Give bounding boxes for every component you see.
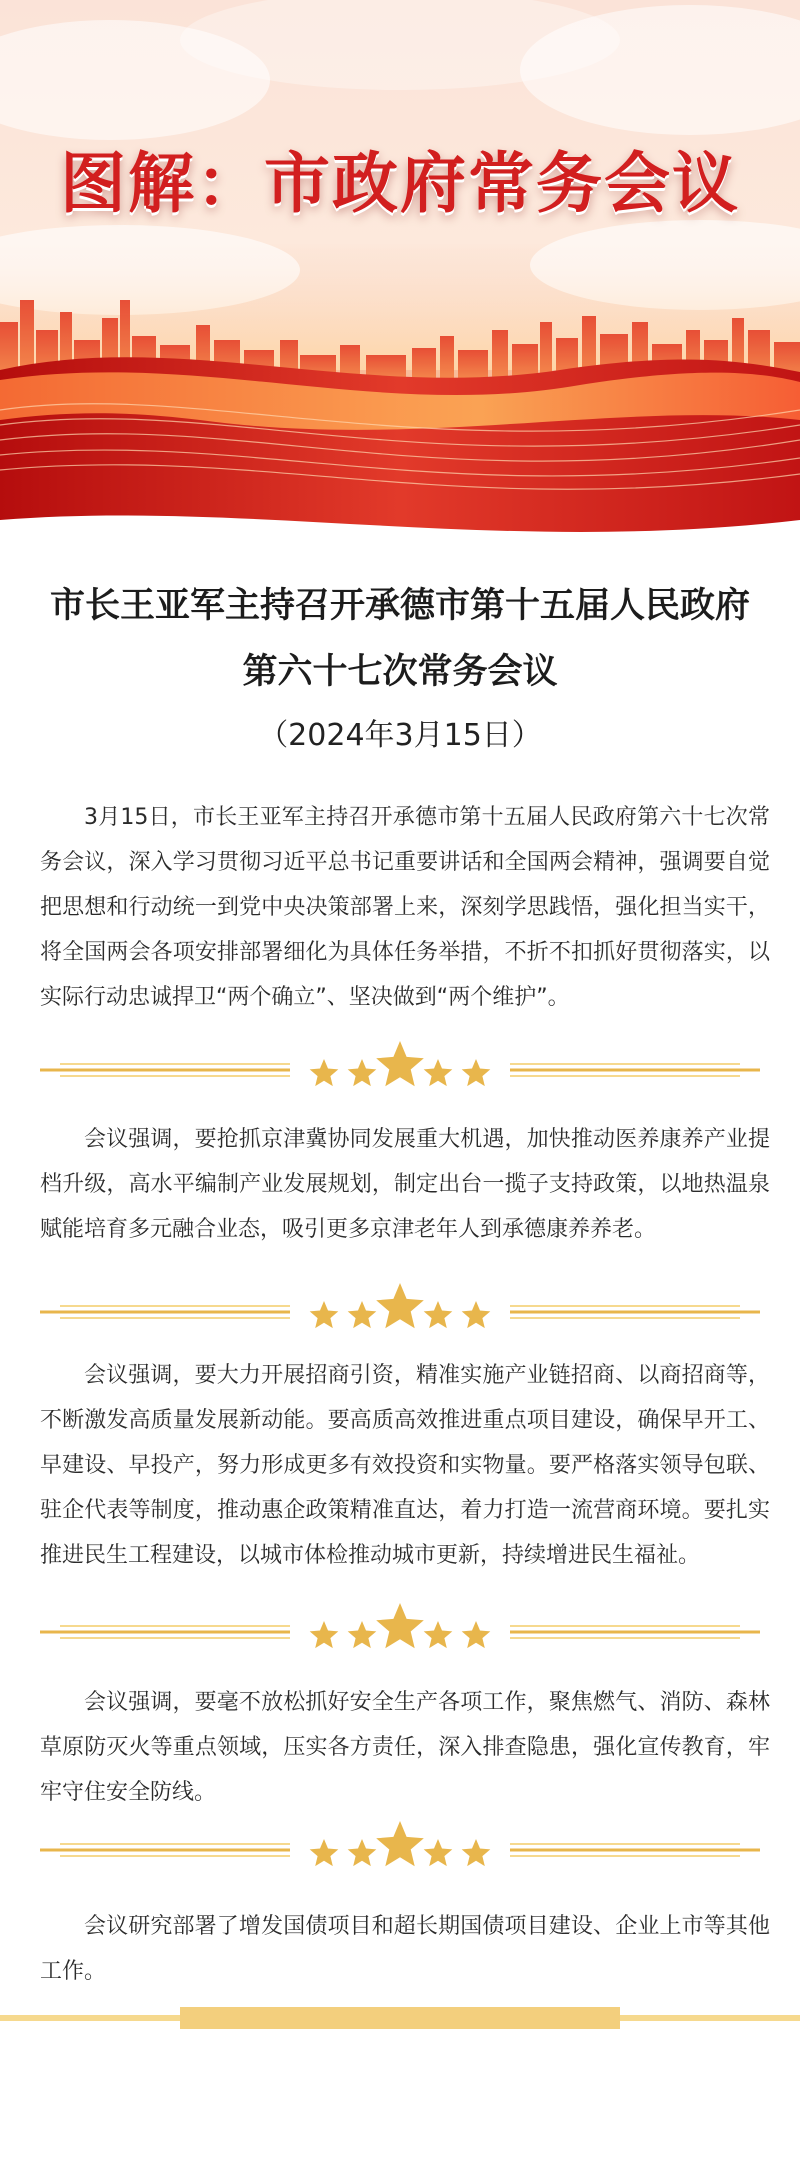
star-icon [348, 1839, 377, 1866]
star-icon [462, 1301, 491, 1328]
star-divider-4 [40, 1818, 760, 1878]
star-icon [462, 1059, 491, 1086]
paragraph-3: 会议强调，要大力开展招商引资，精准实施产业链招商、以商招商等，不断激发高质量发展新动能。要高质高效推进重点项目建设，确保早开工、早建设、早投产，努力形成更多有效投资和实物量。要严格落实领导包联、驻企代表等制度，推动惠企政策精准直达，着力打造一流营商环境。要扎实推进民生工程建设，以城市体检推动城市更新，持续增进民生福祉。 [40, 1363, 770, 1568]
star-icon [376, 1603, 424, 1648]
meeting-date: （2024年3月15日） [258, 718, 542, 753]
star-icon [310, 1301, 339, 1328]
headline-line-1: 市长王亚军主持召开承德市第十五届人民政府 [49, 586, 750, 626]
star-divider-3 [40, 1600, 760, 1660]
header-banner [0, 0, 800, 570]
star-divider-2 [40, 1280, 760, 1340]
star-icon [462, 1621, 491, 1648]
star-icon [348, 1059, 377, 1086]
star-icon [462, 1839, 491, 1866]
paragraph-4: 会议强调，要毫不放松抓好安全生产各项工作，聚焦燃气、消防、森林草原防灭火等重点领域，压实各方责任，深入排查隐患，强化宣传教育，牢牢守住安全防线。 [40, 1690, 770, 1805]
star-icon [376, 1821, 424, 1866]
star-icon [424, 1621, 453, 1648]
star-icon [348, 1301, 377, 1328]
star-icon [310, 1621, 339, 1648]
star-icon [424, 1839, 453, 1866]
footer-gold-bar [0, 2003, 800, 2033]
paragraph-2: 会议强调，要抢抓京津冀协同发展重大机遇，加快推动医养康养产业提档升级，高水平编制产业发展规划，制定出台一揽子支持政策，以地热温泉赋能培育多元融合业态，吸引更多京津老年人到承德康养养老。 [40, 1127, 770, 1242]
headline-line-2: 第六十七次常务会议 [242, 652, 558, 692]
banner-title: 图解：市政府常务会议 [60, 145, 740, 222]
star-icon [310, 1059, 339, 1086]
star-icon [348, 1621, 377, 1648]
star-icon [424, 1059, 453, 1086]
star-icon [376, 1283, 424, 1328]
star-icon [424, 1301, 453, 1328]
star-icon [376, 1041, 424, 1086]
paragraph-1: 3月15日，市长王亚军主持召开承德市第十五届人民政府第六十七次常务会议，深入学习贯彻习近平总书记重要讲话和全国两会精神，强调要自觉把思想和行动统一到党中央决策部署上来，深刻学思践悟，强化担当实干，将全国两会各项安排部署细化为具体任务举措，不折不扣抓好贯彻落实，以实际行动忠诚捍卫“两个确立”、坚决做到“两个维护”。 [40, 805, 770, 1010]
star-icon [310, 1839, 339, 1866]
star-divider-1 [40, 1038, 760, 1098]
paragraph-5: 会议研究部署了增发国债项目和超长期国债项目建设、企业上市等其他工作。 [40, 1914, 770, 1984]
